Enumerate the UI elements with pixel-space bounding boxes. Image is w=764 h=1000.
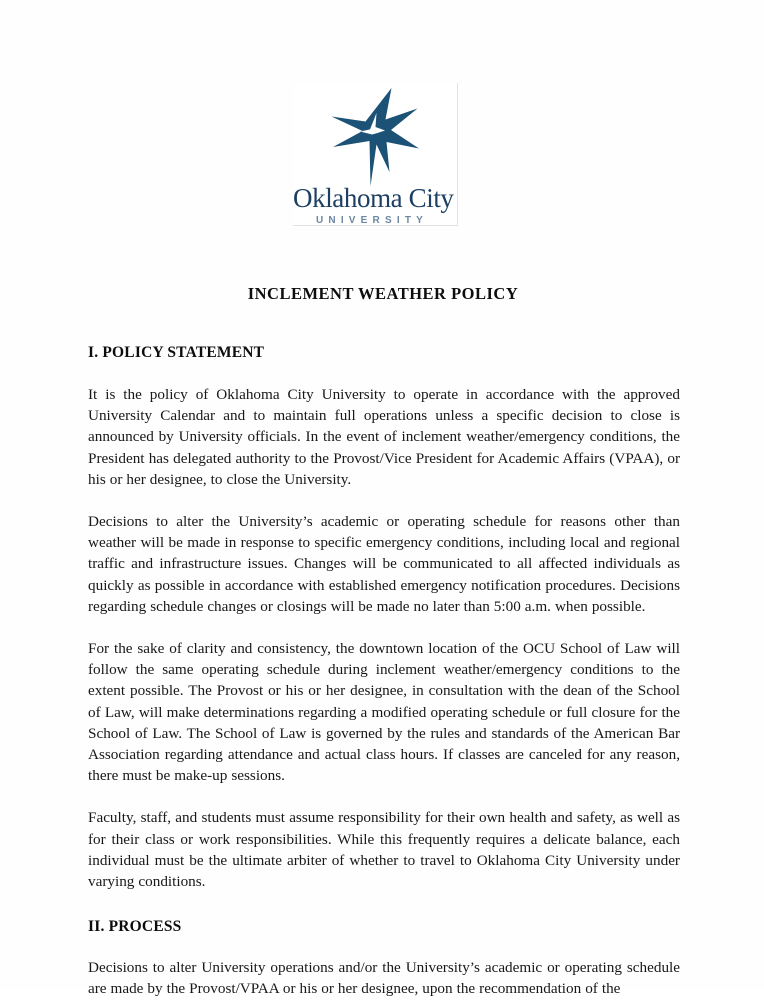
document-body <box>88 344 680 1000</box>
section-heading-process: II. PROCESS <box>88 918 182 936</box>
paragraph: Decisions to alter the University’s academic or operating schedule for reasons other than weather will be made in response to specific emergency conditions, including local and regional traffic and infrastructure issues. Changes will be communicated to all affected individuals as quickly as possible in accordance with established emergency notification procedures. Decisions regarding schedule changes or closings will be made no later than 5:00 a.m. when possible. <box>88 513 680 615</box>
star-icon <box>329 86 421 186</box>
logo-subtext: UNIVERSITY <box>315 215 428 226</box>
page-title: INCLEMENT WEATHER POLICY <box>247 284 519 304</box>
paragraph: Decisions to alter University operations and/or the University’s academic or operating schedule are made by the Provost/VPAA or his or her designee, upon the recommendation of the <box>88 959 680 998</box>
section-heading-policy-statement: I. POLICY STATEMENT <box>88 344 265 361</box>
logo-wordmark: Oklahoma City <box>293 183 454 213</box>
paragraph: Faculty, staff, and students must assume responsibility for their own health and safety, as well as for their class or work responsibilities. While this frequently requires a delicate balance, each individual must be the ultimate arbiter of whether to travel to Oklahoma City University under varying conditions. <box>88 809 680 891</box>
university-logo <box>293 83 458 226</box>
paragraph: For the sake of clarity and consistency, the downtown location of the OCU School of Law will follow the same operating schedule during inclement weather/emergency conditions to the extent possible. The Provost or his or her designee, in consultation with the dean of the School of Law, will make determinations regarding a modified operating schedule or full closure for the School of Law. The School of Law is governed by the rules and standards of the American Bar Association regarding attendance and actual class hours. If classes are canceled for any reason, there must be make-up sessions. <box>88 640 680 785</box>
paragraph: It is the policy of Oklahoma City University to operate in accordance with the approved University Calendar and to maintain full operations unless a specific decision to close is announced by University officials. In the event of inclement weather/emergency conditions, the President has delegated authority to the Provost/Vice President for Academic Affairs (VPAA), or his or her designee, to close the University. <box>88 386 680 488</box>
